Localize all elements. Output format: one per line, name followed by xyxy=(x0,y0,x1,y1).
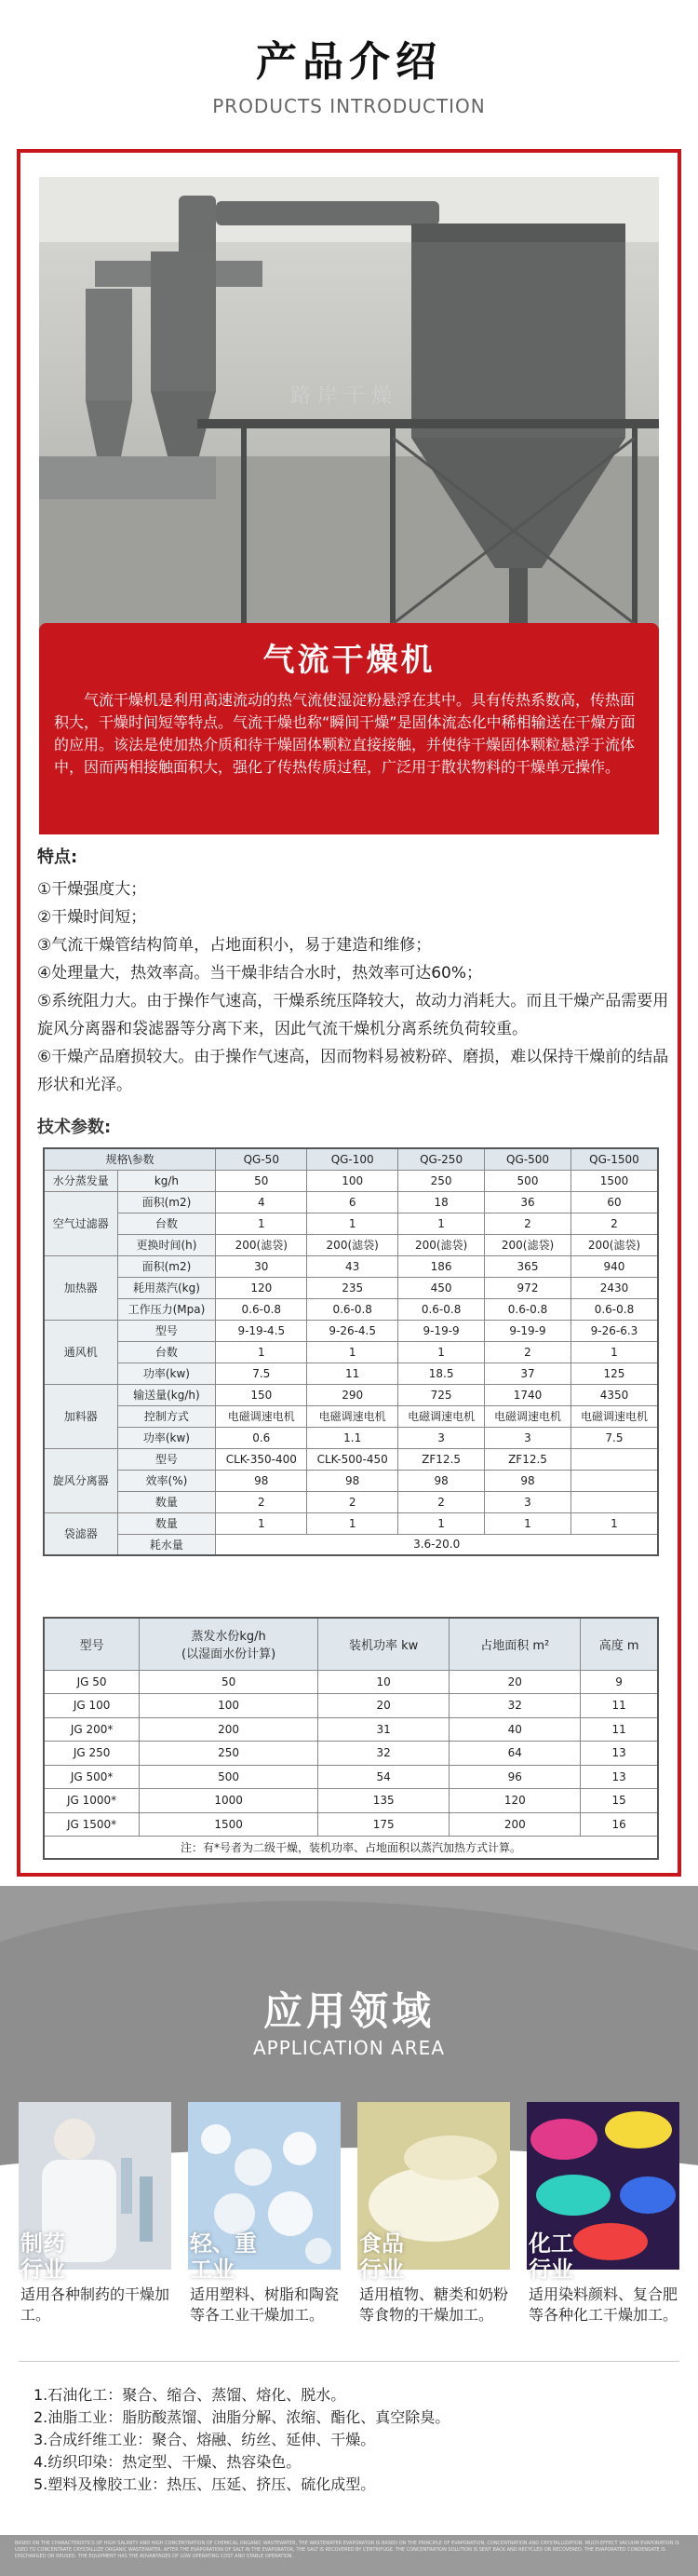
table-cell: 4 xyxy=(216,1191,307,1213)
table-header-cell: QG-500 xyxy=(485,1148,571,1170)
table-cell: 50 xyxy=(140,1670,318,1694)
table-cell: 9-19-9 xyxy=(398,1320,485,1341)
table-row xyxy=(44,1512,658,1534)
list-item: 1.石油化工：聚合、缩合、蒸馏、熔化、脱水。 xyxy=(34,2386,346,2404)
table-row xyxy=(44,1384,658,1405)
table-item-cell: 面积(m2) xyxy=(117,1255,216,1277)
table-cell: 1 xyxy=(398,1213,485,1234)
table-header-row xyxy=(44,1618,658,1670)
table-item-cell: 控制方式 xyxy=(117,1405,216,1427)
table-cell: 1 xyxy=(570,1512,658,1534)
table-cell: 37 xyxy=(485,1363,571,1384)
table-cell: 98 xyxy=(307,1470,398,1491)
table-cell: 9-19-4.5 xyxy=(216,1320,307,1341)
table-item-cell: 效率(%) xyxy=(117,1470,216,1491)
table-cell: 0.6 xyxy=(216,1427,307,1448)
list-item: 3.合成纤维工业：聚合、熔融、纺丝、延伸、干燥。 xyxy=(34,2431,376,2448)
table-header-cell: QG-100 xyxy=(307,1148,398,1170)
features-title: 特点: xyxy=(37,847,78,867)
table-cell: 40 xyxy=(450,1717,581,1742)
product-photo xyxy=(39,177,659,648)
table-row xyxy=(44,1427,658,1448)
application-cards xyxy=(19,2102,679,2355)
table-row xyxy=(44,1341,658,1363)
table-header-cell: 占地面积 m² xyxy=(450,1618,581,1670)
table-row xyxy=(44,1298,658,1320)
table-cell: 7.5 xyxy=(216,1363,307,1384)
spec-table-qg xyxy=(43,1147,659,1556)
card-category-line: 行业 xyxy=(359,2257,404,2283)
table-item-cell: 面积(m2) xyxy=(117,1191,216,1213)
table-header-row xyxy=(44,1148,658,1170)
feature-item: ⑤系统阻力大。由于操作气速高，干燥系统压降较大，故动力消耗大。而且干燥产品需要用旋风分离器和袋滤器等分离下来，因此气流干燥机分离系统负荷较重。 xyxy=(37,992,669,1038)
table-cell: JG 1500* xyxy=(44,1812,140,1837)
table-cell: 1 xyxy=(307,1213,398,1234)
card-description: 适用染料颜料、复合肥等各种化工干燥加工。 xyxy=(529,2285,678,2324)
card-category xyxy=(20,2230,65,2283)
table-cell: 18.5 xyxy=(398,1363,485,1384)
table-row xyxy=(44,1213,658,1234)
table-cell: 98 xyxy=(216,1470,307,1491)
table-cell: 电磁调速电机 xyxy=(485,1405,571,1427)
table-cell: 43 xyxy=(307,1255,398,1277)
card-category-line: 制药 xyxy=(20,2230,65,2257)
table-row xyxy=(44,1812,658,1837)
table-cell: 4350 xyxy=(570,1384,658,1405)
table-cell: 125 xyxy=(570,1363,658,1384)
table-cell: 200(滤袋) xyxy=(307,1234,398,1255)
table-cell: 1 xyxy=(398,1512,485,1534)
table-cell: 235 xyxy=(307,1277,398,1298)
list-item: 4.纺织印染：热定型、干燥、热容染色。 xyxy=(34,2453,302,2471)
table-cell: 电磁调速电机 xyxy=(398,1405,485,1427)
table-cell: 200(滤袋) xyxy=(398,1234,485,1255)
table-cell: 290 xyxy=(307,1384,398,1405)
table-cell: 36 xyxy=(485,1191,571,1213)
table-cell: 13 xyxy=(581,1765,658,1789)
table-cell: 0.6-0.8 xyxy=(485,1298,571,1320)
product-description: 气流干燥机是利用高速流动的热气流使湿淀粉悬浮在其中。具有传热系数高，传热面积大，干燥时间短等特点。气流干燥也称“瞬间干燥”是固体流态化中稀相输送在干燥方面的应用。该法是使加热介质和待干燥固体颗粒直接接触，并使待干燥固体颗粒悬浮于流体中，因而两相接触面积大，强化了传热传质过程，广泛用于散状物料的干燥单元操作。 xyxy=(54,691,636,776)
table-group-cell: 袋滤器 xyxy=(44,1512,117,1555)
table-cell: 1740 xyxy=(485,1384,571,1405)
table-row xyxy=(44,1789,658,1813)
section-header xyxy=(0,34,698,117)
table-row xyxy=(44,1405,658,1427)
table-cell: 11 xyxy=(581,1694,658,1718)
table-item-cell: 台数 xyxy=(117,1213,216,1234)
table-cell: 500 xyxy=(485,1170,571,1191)
card-description: 适用植物、糖类和奶粉等食物的干燥加工。 xyxy=(359,2285,509,2324)
product-banner xyxy=(39,623,659,834)
table-cell: 500 xyxy=(140,1765,318,1789)
table-cell: 725 xyxy=(398,1384,485,1405)
table-header-cell: QG-1500 xyxy=(570,1148,658,1170)
table-item-cell: 型号 xyxy=(117,1448,216,1470)
table-cell: 32 xyxy=(317,1742,449,1766)
table-row xyxy=(44,1491,658,1512)
table-cell: 2 xyxy=(485,1341,571,1363)
table-cell: 9-26-4.5 xyxy=(307,1320,398,1341)
card-category-line: 轻、重 xyxy=(190,2230,257,2257)
table-cell: 20 xyxy=(317,1694,449,1718)
table-cell: 电磁调速电机 xyxy=(570,1405,658,1427)
table-cell: 6 xyxy=(307,1191,398,1213)
table-cell: 16 xyxy=(581,1812,658,1837)
table-cell xyxy=(570,1448,658,1470)
table-cell: 电磁调速电机 xyxy=(307,1405,398,1427)
footer xyxy=(0,2535,698,2576)
table-cell: 250 xyxy=(398,1170,485,1191)
table-item-cell: 台数 xyxy=(117,1341,216,1363)
table-cell: 200 xyxy=(450,1812,581,1837)
table-cell: 9-26-6.3 xyxy=(570,1320,658,1341)
table-cell: 1 xyxy=(216,1213,307,1234)
table-cell: 60 xyxy=(570,1191,658,1213)
table-cell: 175 xyxy=(317,1812,449,1837)
table-cell: 200(滤袋) xyxy=(570,1234,658,1255)
table-item-cell: 数量 xyxy=(117,1512,216,1534)
table-cell: 2 xyxy=(398,1491,485,1512)
table-cell: 11 xyxy=(307,1363,398,1384)
table-cell: JG 250 xyxy=(44,1742,140,1766)
table-group-cell: 水分蒸发量 xyxy=(44,1170,117,1191)
card-category-line: 工业 xyxy=(190,2257,235,2283)
table-group-cell: 加热器 xyxy=(44,1255,117,1320)
table-cell: 9 xyxy=(581,1670,658,1694)
table-cell: 200 xyxy=(140,1717,318,1742)
table-item-cell: 工作压力(Mpa) xyxy=(117,1298,216,1320)
table-group-cell: 加料器 xyxy=(44,1384,117,1448)
application-title: 应用领域 xyxy=(262,1988,435,2034)
table-cell: 135 xyxy=(317,1789,449,1813)
table-cell: 1 xyxy=(398,1341,485,1363)
feature-item: ④处理量大，热效率高。当干燥非结合水时，热效率可达60%； xyxy=(37,964,483,983)
product-name: 气流干燥机 xyxy=(262,642,436,679)
table-header-cell xyxy=(140,1618,318,1670)
table-note: 注：有*号者为二级干燥，装机功率、占地面积以蒸汽加热方式计算。 xyxy=(44,1837,658,1859)
table-item-cell: 输送量(kg/h) xyxy=(117,1384,216,1405)
table-cell: 1 xyxy=(570,1341,658,1363)
table-row xyxy=(44,1320,658,1341)
table-cell: ZF12.5 xyxy=(485,1448,571,1470)
table-cell xyxy=(570,1470,658,1491)
table-cell: 2 xyxy=(570,1213,658,1234)
table-row xyxy=(44,1234,658,1255)
table-cell: 2 xyxy=(216,1491,307,1512)
table-item-cell: 型号 xyxy=(117,1320,216,1341)
table-header-cell: QG-50 xyxy=(216,1148,307,1170)
table-cell: 96 xyxy=(450,1765,581,1789)
application-card xyxy=(357,2102,510,2355)
table-cell: 3 xyxy=(485,1491,571,1512)
table-cell: 18 xyxy=(398,1191,485,1213)
table-cell: 15 xyxy=(581,1789,658,1813)
table-cell: 150 xyxy=(216,1384,307,1405)
table-header-cell: 规格\参数 xyxy=(44,1148,216,1170)
table-row xyxy=(44,1170,658,1191)
table-cell: 1 xyxy=(216,1512,307,1534)
table-cell: 31 xyxy=(317,1717,449,1742)
table-item-cell: 耗水量 xyxy=(117,1534,216,1555)
table-cell: 1.1 xyxy=(307,1427,398,1448)
features-section xyxy=(37,844,670,1099)
table-cell: 3 xyxy=(485,1427,571,1448)
table-header-text: (以湿面水份计算) xyxy=(181,1647,276,1662)
application-subtitle: APPLICATION AREA xyxy=(252,2037,445,2059)
table-cell: 13 xyxy=(581,1742,658,1766)
table-cell: 30 xyxy=(216,1255,307,1277)
table-group-cell: 空气过滤器 xyxy=(44,1191,117,1255)
table-row xyxy=(44,1765,658,1789)
table-cell: 940 xyxy=(570,1255,658,1277)
feature-item: ③气流干燥管结构简单，占地面积小，易于建造和维修； xyxy=(37,936,432,955)
application-section xyxy=(0,1886,698,2576)
table-row xyxy=(44,1255,658,1277)
table-cell: 365 xyxy=(485,1255,571,1277)
table-row xyxy=(44,1191,658,1213)
table-item-cell: 功率(kw) xyxy=(117,1427,216,1448)
table-cell: 120 xyxy=(216,1277,307,1298)
table-cell: 1 xyxy=(485,1512,571,1534)
table-item-cell: 耗用蒸汽(kg) xyxy=(117,1277,216,1298)
table-cell: 7.5 xyxy=(570,1427,658,1448)
photo-watermark: 路 岸 干 燥 xyxy=(290,385,392,408)
table-cell: 1 xyxy=(307,1512,398,1534)
card-category xyxy=(190,2230,257,2283)
feature-item: ②干燥时间短； xyxy=(37,908,147,927)
table-row xyxy=(44,1448,658,1470)
table-header-text: 蒸发水份kg/h xyxy=(191,1630,266,1645)
table-row xyxy=(44,1534,658,1555)
list-item: 2.油脂工业：脂肪酸蒸馏、油脂分解、浓缩、酯化、真空除臭。 xyxy=(34,2408,450,2426)
table-header-cell: QG-250 xyxy=(398,1148,485,1170)
page-title: 产品介绍 xyxy=(256,38,442,86)
table-cell: 32 xyxy=(450,1694,581,1718)
application-card xyxy=(527,2102,679,2355)
table-group-cell: 旋风分离器 xyxy=(44,1448,117,1512)
table-row xyxy=(44,1742,658,1766)
card-description: 适用各种制药的干燥加工。 xyxy=(20,2285,170,2324)
table-cell: 50 xyxy=(216,1170,307,1191)
table-cell: 1 xyxy=(307,1341,398,1363)
card-description: 适用塑料、树脂和陶瓷等各工业干燥加工。 xyxy=(190,2285,340,2324)
table-cell: 0.6-0.8 xyxy=(398,1298,485,1320)
table-cell xyxy=(570,1491,658,1512)
feature-item: ①干燥强度大； xyxy=(37,880,147,899)
table-item-cell: 数量 xyxy=(117,1491,216,1512)
table-header-cell: 装机功率 kw xyxy=(317,1618,449,1670)
table-cell: 98 xyxy=(398,1470,485,1491)
table-cell: 972 xyxy=(485,1277,571,1298)
list-item: 5.塑料及橡胶工业：热压、压延、挤压、硫化成型。 xyxy=(34,2475,376,2493)
table-cell: 2 xyxy=(307,1491,398,1512)
table-cell: 200(滤袋) xyxy=(485,1234,571,1255)
table-cell: 9-19-9 xyxy=(485,1320,571,1341)
table-row xyxy=(44,1670,658,1694)
table-cell: 11 xyxy=(581,1717,658,1742)
table-cell: CLK-500-450 xyxy=(307,1448,398,1470)
table-cell: 1000 xyxy=(140,1789,318,1813)
table-cell: 3 xyxy=(398,1427,485,1448)
card-category xyxy=(529,2230,573,2283)
table-cell: 120 xyxy=(450,1789,581,1813)
table-header-cell: 高度 m xyxy=(581,1618,658,1670)
table-cell: 2 xyxy=(485,1213,571,1234)
table-row xyxy=(44,1694,658,1718)
spec-table-jg xyxy=(43,1617,659,1860)
card-category xyxy=(359,2230,404,2283)
feature-item: ⑥干燥产品磨损较大。由于操作气速高，因而物料易被粉碎、磨损，难以保持干燥前的结晶形状和光泽。 xyxy=(37,1048,669,1094)
table-cell: JG 100 xyxy=(44,1694,140,1718)
application-card xyxy=(188,2102,341,2355)
table-group-cell: 通风机 xyxy=(44,1320,117,1384)
table-cell: 电磁调速电机 xyxy=(216,1405,307,1427)
divider xyxy=(19,2361,679,2362)
table-cell: 0.6-0.8 xyxy=(307,1298,398,1320)
table-header-cell: 型号 xyxy=(44,1618,140,1670)
table-cell: ZF12.5 xyxy=(398,1448,485,1470)
table-cell: 98 xyxy=(485,1470,571,1491)
table-cell: 20 xyxy=(450,1670,581,1694)
table-row xyxy=(44,1363,658,1384)
tech-title: 技术参数: xyxy=(37,1118,112,1137)
table-cell: 2430 xyxy=(570,1277,658,1298)
table-cell: 100 xyxy=(307,1170,398,1191)
table-cell: 3.6-20.0 xyxy=(216,1534,658,1555)
card-category-line: 化工 xyxy=(529,2230,573,2257)
table-cell: JG 500* xyxy=(44,1765,140,1789)
table-cell: 0.6-0.8 xyxy=(216,1298,307,1320)
table-cell: 200(滤袋) xyxy=(216,1234,307,1255)
table-cell: JG 200* xyxy=(44,1717,140,1742)
card-category-line: 食品 xyxy=(359,2230,404,2257)
footer-text: BASED ON THE CHARACTERISTICS OF HIGH SALINITY AND HIGH CONCENTRATION OF CHEMICAL ORGANIC WASTEWATER, THE WASTEWATER EVAPORATOR IS BASED ON THE PRINCIPLE OF EVAPORATION, CONCENTRATION AND CRYSTALLIZATION. MULTI-EFFECT VACUUM EVAPORATION IS USED TO CONCENTRATE CRYSTALLIZE ORGANIC WASTEWATER. AFTER THE EVAPORATION OF SALT IN THE EVAPORATOR, THE SALT IS RECOVERED BY CENTRIFUGE. THE CONCENTRATION SOLUTION IS SENT BACK AND RECYCLED OR RECOVERED. THE EVAPORATED CONDENSATE IS DISCHARGED OR REUSED. THE EQUIPMENT HAS THE ADVANTAGES OF LOW OPERATING COST AND STABLE OPERATION. xyxy=(15,2541,679,2559)
table-cell: JG 50 xyxy=(44,1670,140,1694)
table-cell: 450 xyxy=(398,1277,485,1298)
product-frame xyxy=(17,149,681,1877)
card-category-line: 行业 xyxy=(20,2257,65,2283)
page-subtitle: PRODUCTS INTRODUCTION xyxy=(212,95,486,117)
uses-list xyxy=(34,2384,676,2496)
card-category-line: 行业 xyxy=(529,2257,573,2283)
table-item-cell: kg/h xyxy=(117,1170,216,1191)
table-row xyxy=(44,1717,658,1742)
table-cell: 10 xyxy=(317,1670,449,1694)
table-cell: 54 xyxy=(317,1765,449,1789)
dryer-machine-image xyxy=(39,177,659,648)
table-cell: 1 xyxy=(216,1341,307,1363)
table-cell: 186 xyxy=(398,1255,485,1277)
table-cell: CLK-350-400 xyxy=(216,1448,307,1470)
table-item-cell: 功率(kw) xyxy=(117,1363,216,1384)
table-item-cell: 更换时间(h) xyxy=(117,1234,216,1255)
table-cell: 250 xyxy=(140,1742,318,1766)
table-cell: 64 xyxy=(450,1742,581,1766)
table-cell: 1500 xyxy=(140,1812,318,1837)
table-row xyxy=(44,1470,658,1491)
table-cell: JG 1000* xyxy=(44,1789,140,1813)
table-cell: 1500 xyxy=(570,1170,658,1191)
table-cell: 0.6-0.8 xyxy=(570,1298,658,1320)
application-card xyxy=(19,2102,171,2355)
table-row xyxy=(44,1277,658,1298)
table-cell: 100 xyxy=(140,1694,318,1718)
